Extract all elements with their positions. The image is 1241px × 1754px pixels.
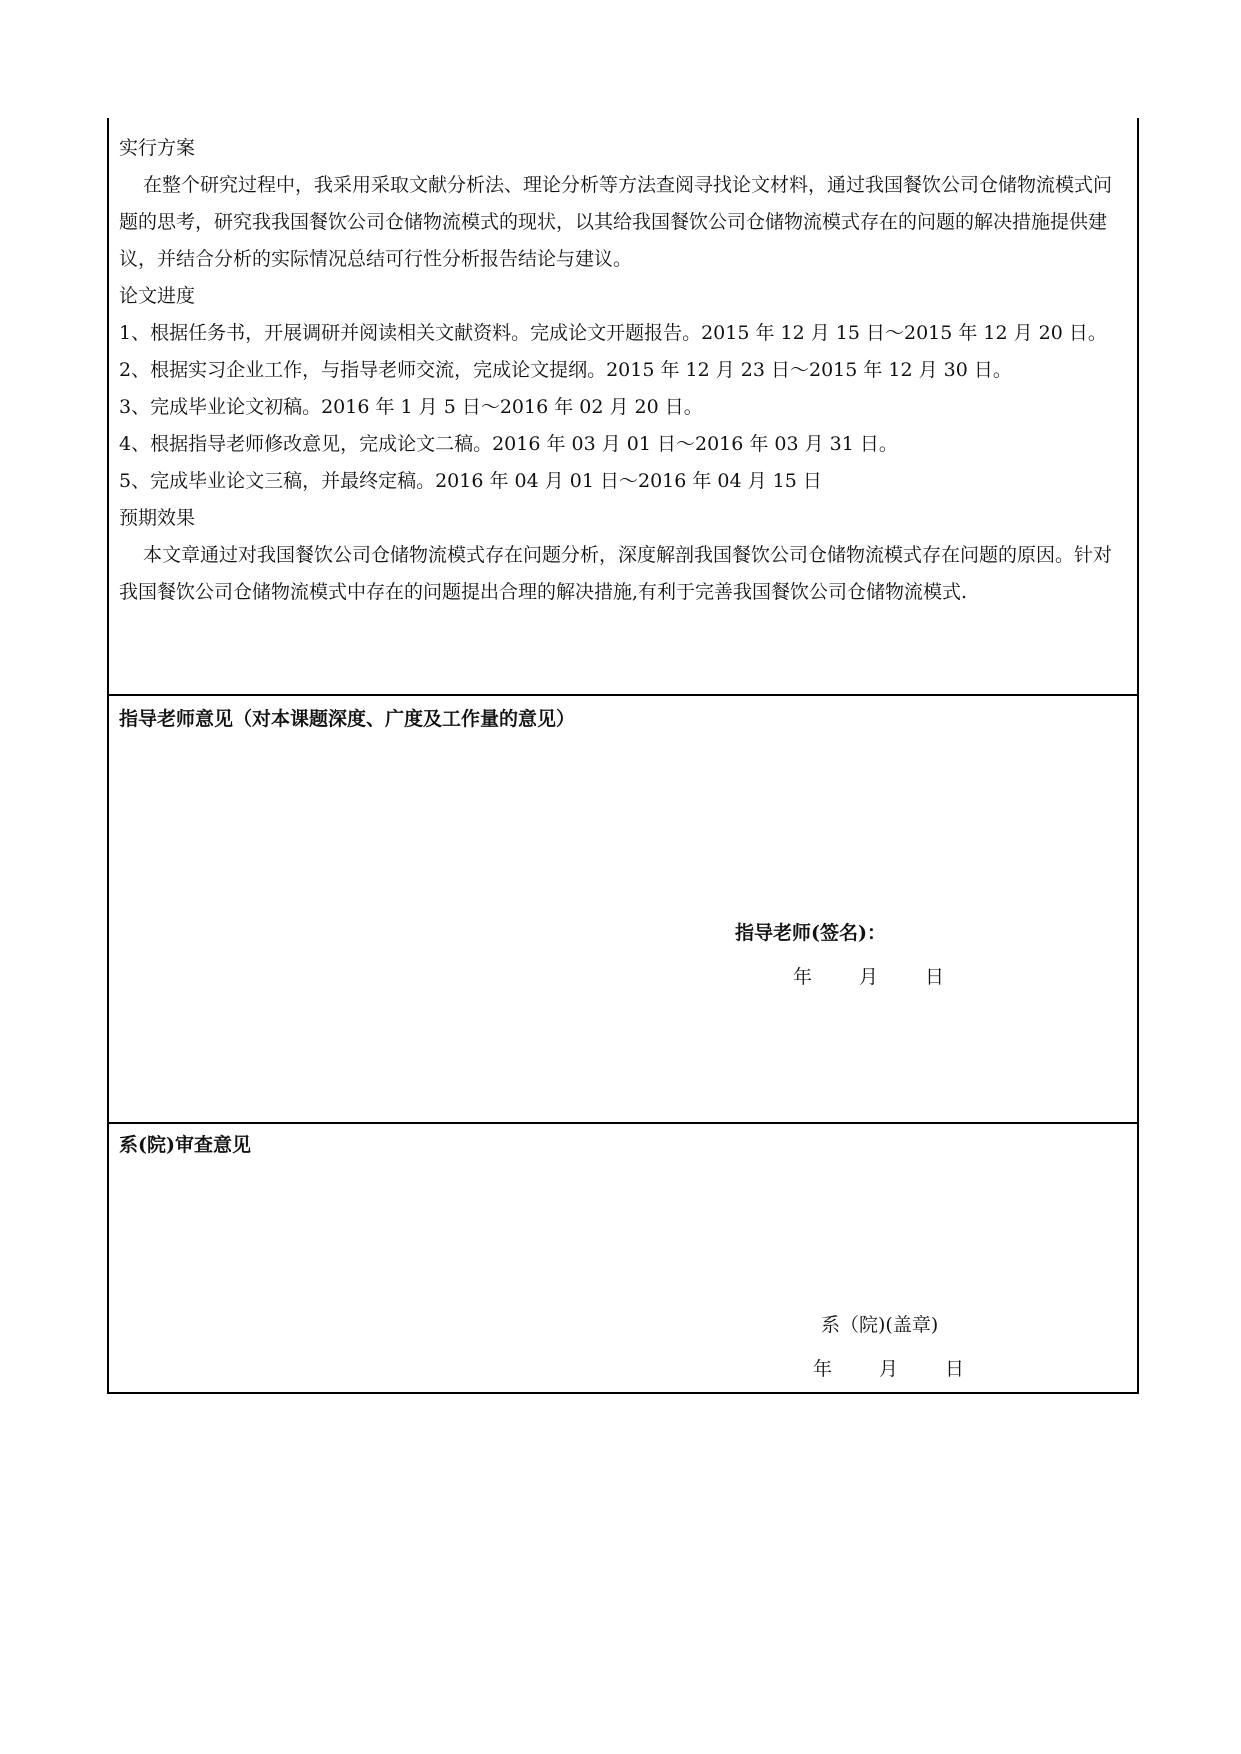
- effect-paragraph: 本文章通过对我国餐饮公司仓储物流模式存在问题分析，深度解剖我国餐饮公司仓储物流模式存在问题的原因。针对我国餐饮公司仓储物流模式中存在的问题提出合理的解决措施,有利于完善我国餐饮公司仓储物流模式.: [119, 544, 1113, 603]
- date-month: 月: [859, 966, 879, 988]
- progress-item: 4、根据指导老师修改意见，完成论文二稿。2016 年 03 月 01 日～2016 年 03 月 31 日。: [119, 433, 898, 455]
- table-bottom-border: [107, 1392, 1139, 1394]
- row-divider: [107, 694, 1139, 696]
- plan-section: [119, 130, 1127, 611]
- date-year: 年: [793, 966, 813, 988]
- department-seal-label: 系（院)(盖章): [821, 1314, 939, 1336]
- advisor-signature-label: 指导老师(签名)：: [735, 922, 886, 944]
- progress-item: 2、根据实习企业工作，与指导老师交流，完成论文提纲。2015 年 12 月 23 日～2015 年 12 月 30 日。: [119, 359, 1012, 381]
- table-right-border: [1137, 118, 1139, 1394]
- form-table: [107, 118, 1139, 1394]
- progress-heading: 论文进度: [119, 285, 196, 307]
- date-day: 日: [925, 966, 945, 988]
- progress-item: 3、完成毕业论文初稿。2016 年 1 月 5 日～2016 年 02 月 20 日。: [119, 396, 703, 418]
- department-opinion-heading: 系(院)审查意见: [119, 1134, 251, 1156]
- date-day: 日: [945, 1358, 965, 1380]
- plan-heading: 实行方案: [119, 137, 196, 159]
- date-month: 月: [879, 1358, 899, 1380]
- department-date: [813, 1354, 1011, 1381]
- progress-item: 5、完成毕业论文三稿，并最终定稿。2016 年 04 月 01 日～2016 年 04 月 15 日: [119, 470, 822, 492]
- advisor-date: [793, 962, 991, 989]
- date-year: 年: [813, 1358, 833, 1380]
- progress-item: 1、根据任务书，开展调研并阅读相关文献资料。完成论文开题报告。2015 年 12 月 15 日～2015 年 12 月 20 日。: [119, 322, 1107, 344]
- table-left-border: [107, 118, 109, 1394]
- effect-heading: 预期效果: [119, 507, 196, 529]
- plan-paragraph: 在整个研究过程中，我采用采取文献分析法、理论分析等方法查阅寻找论文材料，通过我国餐饮公司仓储物流模式问题的思考，研究我我国餐饮公司仓储物流模式的现状，以其给我国餐饮公司仓储物流模式存在的问题的解决措施提供建议，并结合分析的实际情况总结可行性分析报告结论与建议。: [119, 174, 1113, 270]
- advisor-opinion-heading: 指导老师意见（对本课题深度、广度及工作量的意见）: [119, 708, 576, 730]
- row-divider: [107, 1122, 1139, 1124]
